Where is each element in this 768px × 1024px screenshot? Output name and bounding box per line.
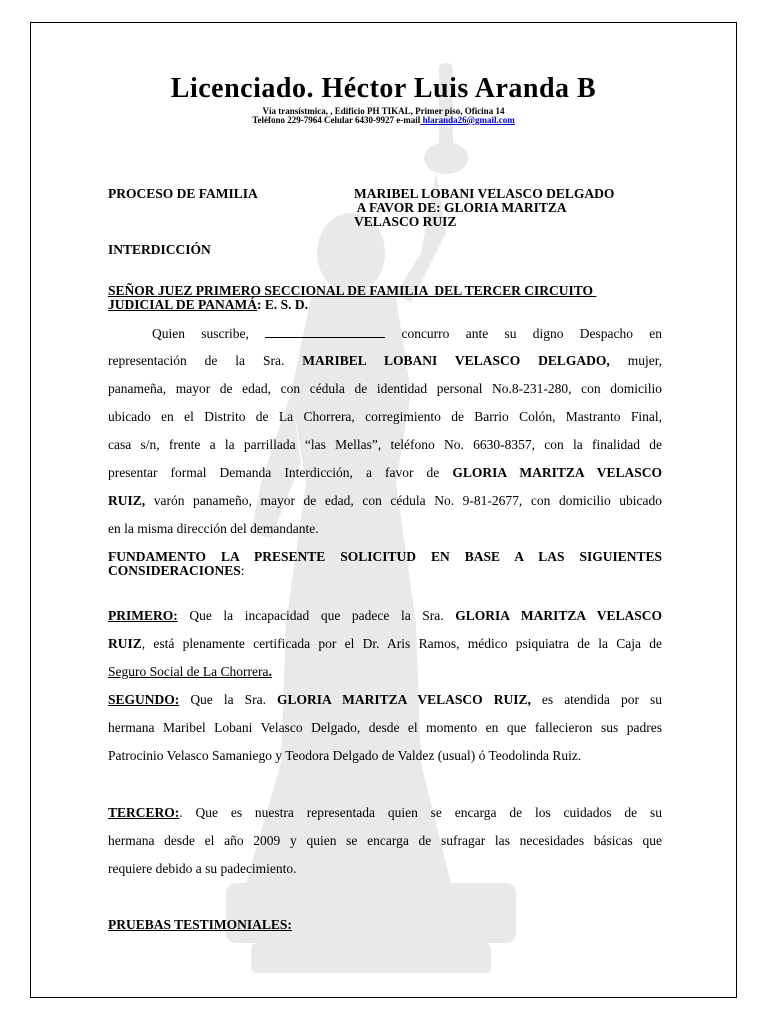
signature-blank: [265, 325, 385, 338]
office-address: Vía transístmica, , Edificio PH TIKAL, Primer piso, Oficina 14: [262, 106, 505, 116]
primero-line-2: [108, 636, 662, 652]
beneficiary-name: RUIZ,: [108, 493, 146, 508]
document-page: [30, 22, 737, 998]
intro-line-4: ubicado en el Distrito de La Chorrera, corregimiento de Barrio Colón, Mastranto Final,: [108, 409, 662, 424]
addressee-line-1: SEÑOR JUEZ PRIMERO SECCIONAL DE FAMILIA DEL TERCER CIRCUITO: [108, 283, 597, 298]
fundamento-colon: :: [240, 563, 245, 578]
fundamento-line-1: FUNDAMENTO LA PRESENTE SOLICITUD EN BASE A LAS SIGUIENTES: [108, 549, 662, 564]
primero-label: PRIMERO:: [108, 608, 178, 623]
fundamento-line-2: [108, 563, 245, 579]
intro-text: concurro ante su digno Despacho en: [401, 326, 663, 341]
tercero-line-3: requiere debido a su padecimiento.: [108, 861, 297, 876]
lawyer-name-title: Licenciado. Héctor Luis Aranda B: [170, 73, 597, 104]
tercero-text: . Que es nuestra representada quien se encarga de los cuidados de su: [179, 805, 662, 820]
tercero-label: TERCERO:: [108, 805, 180, 820]
pruebas-heading: PRUEBAS TESTIMONIALES:: [108, 917, 292, 932]
case-subject: INTERDICCIÓN: [108, 242, 211, 257]
primero-period: .: [268, 664, 272, 679]
intro-line-3: panameña, mayor de edad, con cédula de identidad personal No.8-231-280, con domicilio: [108, 381, 662, 396]
email-link[interactable]: hlaranda26@gmail.com: [420, 115, 515, 125]
intro-line-1: [108, 325, 662, 342]
intro-line-7: [108, 493, 662, 509]
beneficiary-name: GLORIA MARITZA VELASCO RUIZ,: [277, 692, 531, 707]
fundamento-text: CONSIDERACIONES: [108, 563, 241, 578]
primero-text: Seguro Social de La Chorrera: [108, 664, 269, 679]
addressee-esd: : E. S. D.: [257, 297, 309, 312]
intro-line-5: casa s/n, frente a la parrillada “las Mellas”, teléfono No. 6630-8357, con la finalidad de: [108, 437, 662, 452]
primero-text: Que la incapacidad que padece la Sra.: [189, 608, 444, 623]
party-line-3: VELASCO RUIZ: [354, 214, 457, 229]
primero-line-3: [108, 664, 662, 680]
segundo-line-3: Patrocinio Velasco Samaniego y Teodora Delgado de Valdez (usual) ó Teodolinda Ruiz.: [108, 748, 582, 763]
plaintiff-name: MARIBEL LOBANI VELASCO DELGADO,: [302, 353, 610, 368]
phone-numbers: Teléfono 229-7964 Celular 6430-9927 e-mail: [252, 115, 421, 125]
beneficiary-name: GLORIA MARITZA VELASCO: [452, 465, 663, 480]
party-line-1: MARIBEL LOBANI VELASCO DELGADO: [354, 186, 615, 201]
intro-line-8: en la misma dirección del demandante.: [108, 521, 319, 536]
intro-line-2: [108, 353, 662, 369]
segundo-text: Que la Sra.: [190, 692, 266, 707]
party-line-2: A FAVOR DE: GLORIA MARITZA: [354, 200, 567, 215]
intro-text: presentar formal Demanda Interdicción, a favor de: [108, 465, 440, 480]
intro-text: Quien suscribe,: [152, 326, 249, 341]
segundo-label: SEGUNDO:: [108, 692, 180, 707]
intro-text: varón panameño, mayor de edad, con cédula No. 9-81-2677, con domicilio ubicado: [153, 493, 663, 508]
segundo-line-1: [108, 692, 662, 708]
tercero-line-1: [108, 805, 662, 821]
segundo-text: es atendida por su: [541, 692, 663, 707]
addressee-line-2: [108, 297, 308, 313]
tercero-line-2: hermana desde el año 2009 y quien se encarga de sufragar las necesidades básicas que: [108, 833, 662, 848]
intro-text: mujer,: [627, 353, 663, 368]
primero-text: , está plenamente certificada por el Dr. Aris Ramos, médico psiquiatra de la Caja de: [141, 636, 662, 651]
intro-text: representación de la Sra.: [108, 353, 285, 368]
beneficiary-name: GLORIA MARITZA VELASCO: [455, 608, 662, 623]
primero-line-1: [108, 608, 662, 624]
contact-line: [31, 115, 736, 125]
case-type: PROCESO DE FAMILIA: [108, 186, 258, 201]
intro-line-6: [108, 465, 662, 481]
segundo-line-2: hermana Maribel Lobani Velasco Delgado, desde el momento en que fallecieron sus padres: [108, 720, 662, 735]
beneficiary-name: RUIZ: [108, 636, 142, 651]
addressee-court: JUDICIAL DE PANAMÁ: [108, 297, 258, 312]
